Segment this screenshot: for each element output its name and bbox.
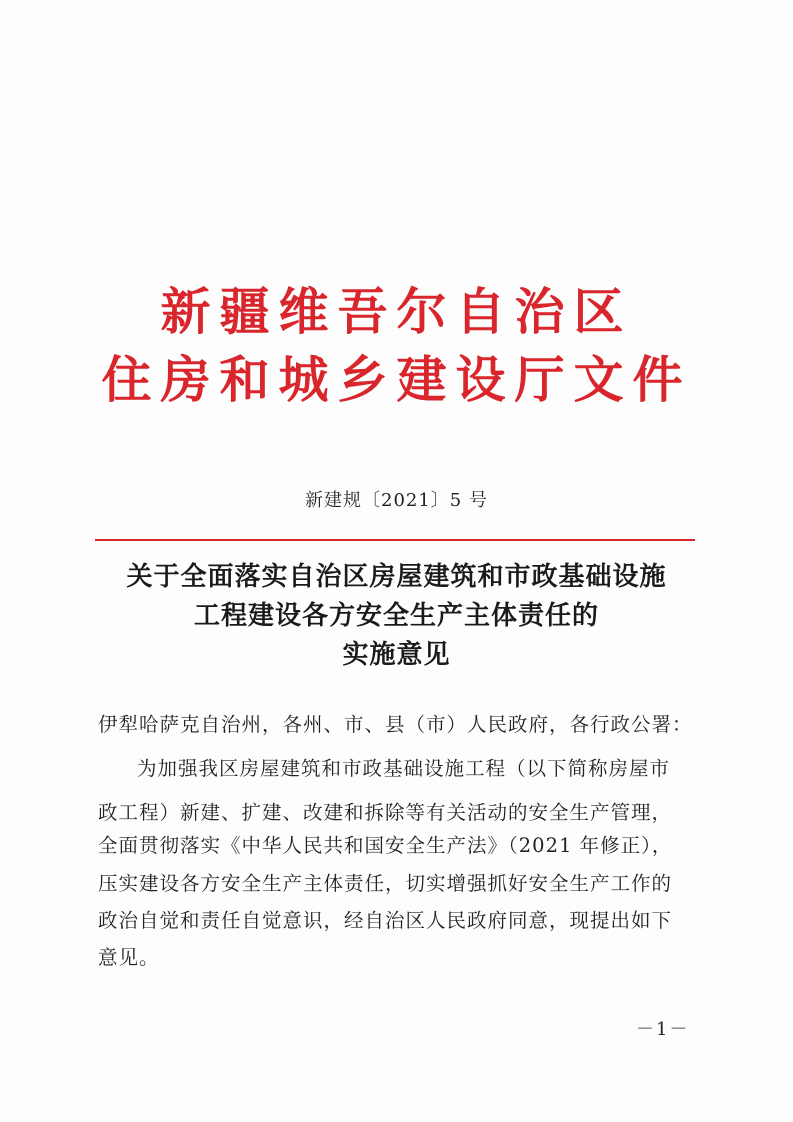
document-number: 新建规〔2021〕5 号 — [305, 490, 488, 511]
issuer-header-line1: 新疆维吾尔自治区 — [160, 282, 633, 341]
salutation: 伊犁哈萨克自治州，各州、市、县（市）人民政府，各行政公署： — [98, 713, 693, 736]
body-line: 意见。 — [98, 946, 160, 969]
document-title-line2: 工程建设各方安全生产主体责任的 — [193, 601, 599, 631]
body-line: 压实建设各方安全生产主体责任，切实增强抓好安全生产工作的 — [98, 872, 673, 895]
document-title-line3: 实施意见 — [342, 640, 451, 670]
body-line: 全面贯彻落实《中华人民共和国安全生产法》（2021 年修正）， — [98, 834, 673, 857]
page-number: －1－ — [636, 1019, 690, 1040]
body-line: 政治自觉和责任自觉意识，经自治区人民政府同意，现提出如下 — [98, 909, 673, 932]
document-title-line1: 关于全面落实自治区房屋建筑和市政基础设施 — [126, 562, 667, 592]
body-line: 政工程）新建、扩建、改建和拆除等有关活动的安全生产管理， — [98, 801, 673, 824]
red-divider — [95, 539, 695, 541]
issuer-header-line2: 住房和城乡建设厅文件 — [101, 350, 692, 409]
body-line: 为加强我区房屋建筑和市政基础设施工程（以下简称房屋市 — [137, 757, 671, 780]
